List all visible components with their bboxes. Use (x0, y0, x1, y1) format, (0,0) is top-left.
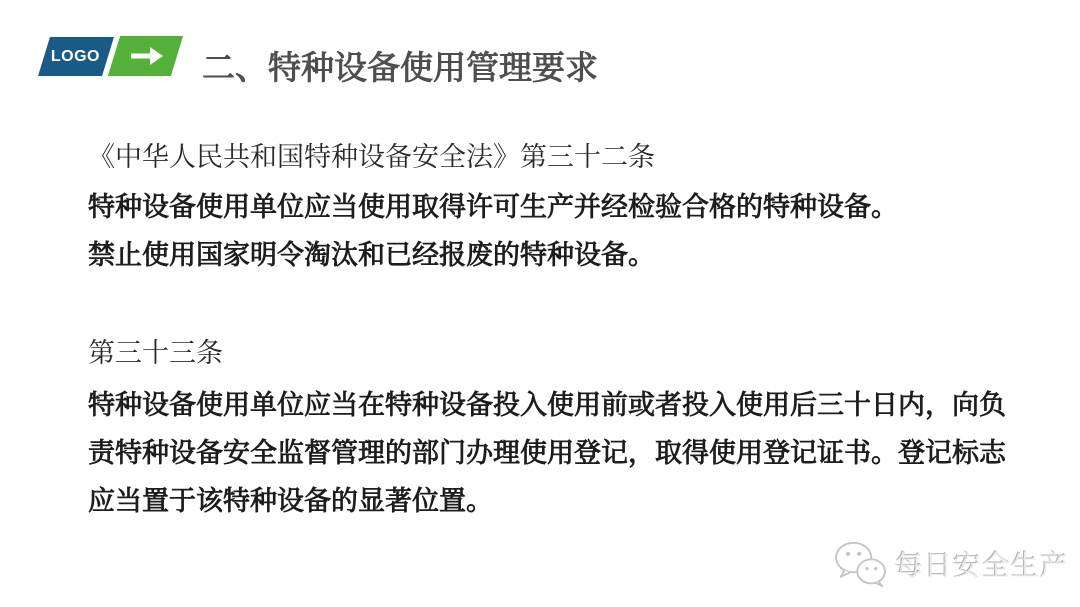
article-33-text-line: 应当置于该特种设备的显著位置。 (88, 486, 493, 516)
wechat-icon (833, 540, 889, 588)
article-33-heading: 第三十三条 (88, 338, 223, 369)
article-33-paragraph (88, 381, 1006, 525)
logo-blue-parallelogram (38, 37, 114, 76)
watermark (833, 540, 1069, 588)
page-title: 二、特种设备使用管理要求 (202, 49, 598, 86)
article-32-text-line: 禁止使用国家明令淘汰和已经报废的特种设备。 (88, 240, 655, 270)
law-reference-line: 《中华人民共和国特种设备安全法》第三十二条 (88, 142, 655, 173)
article-33-text-line: 特种设备使用单位应当在特种设备投入使用前或者投入使用后三十日内，向负 (88, 390, 1006, 420)
logo-green-parallelogram (108, 36, 183, 76)
logo-label: LOGO (51, 47, 101, 65)
arrow-right-icon (128, 46, 164, 66)
watermark-text: 每日安全生产 (895, 549, 1070, 582)
article-32-text-line: 特种设备使用单位应当使用取得许可生产并经检验合格的特种设备。 (88, 192, 898, 222)
article-33-text-line: 责特种设备安全监督管理的部门办理使用登记，取得使用登记证书。登记标志 (88, 438, 1006, 468)
